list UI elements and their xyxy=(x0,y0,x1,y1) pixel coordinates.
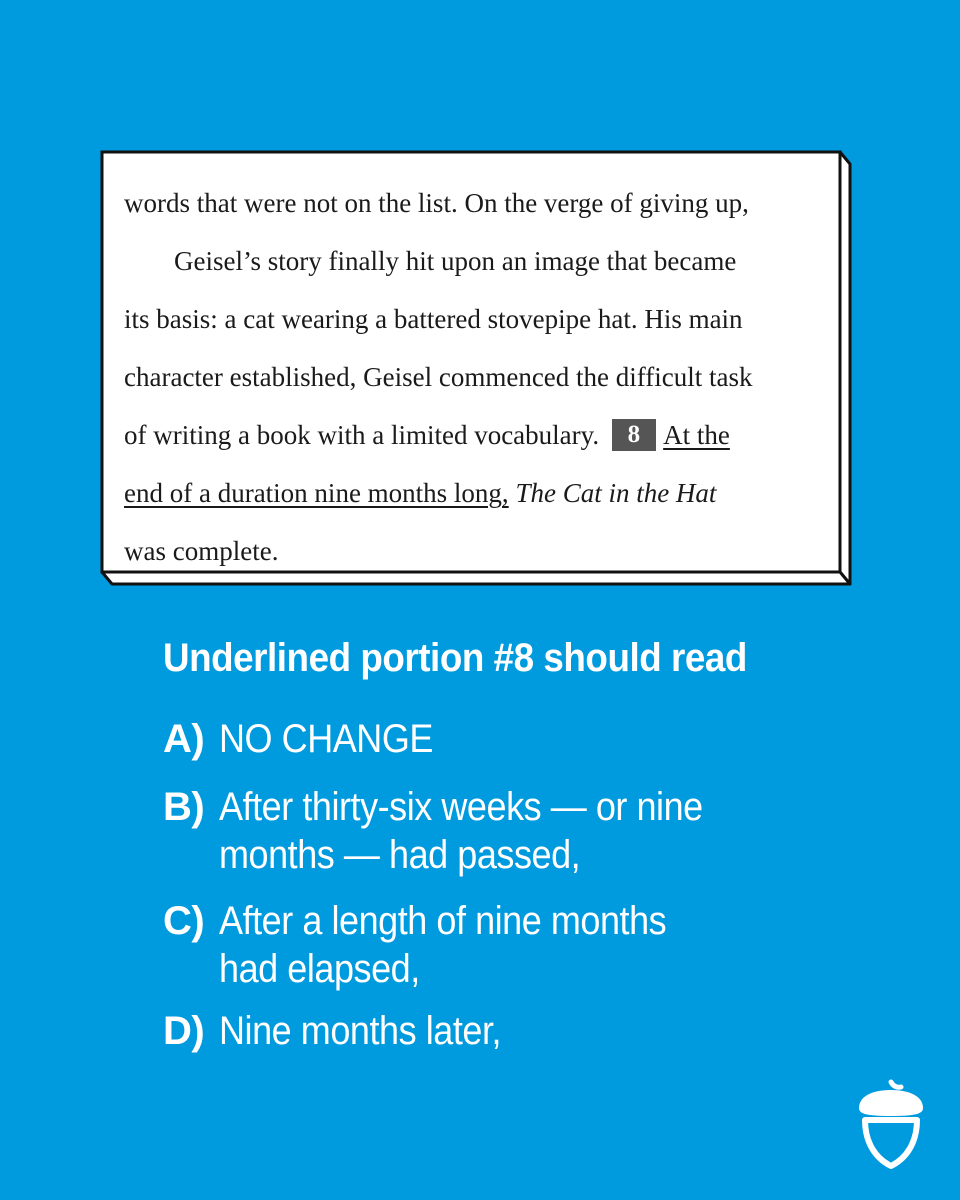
answer-option-d[interactable] xyxy=(163,1007,532,1055)
passage-line xyxy=(124,406,838,464)
option-letter: A) xyxy=(163,717,205,761)
option-text: Nine months later, xyxy=(219,1009,502,1053)
passage-line: Geisel’s story finally hit upon an image that became xyxy=(174,246,737,276)
option-text-continued: had elapsed, xyxy=(219,947,420,991)
passage-text xyxy=(102,152,838,572)
passage-line-text: of writing a book with a limited vocabulary. xyxy=(124,420,600,450)
question-prompt: Underlined portion #8 should read xyxy=(163,636,747,680)
answer-option-c[interactable] xyxy=(163,897,716,993)
option-letter: D) xyxy=(163,1009,205,1053)
option-text-continued: months — had passed, xyxy=(219,833,581,877)
answer-option-b[interactable] xyxy=(163,783,757,879)
passage-card xyxy=(100,150,852,588)
option-text: NO CHANGE xyxy=(219,717,433,761)
book-title: The Cat in the Hat xyxy=(515,478,717,508)
option-text: After a length of nine months xyxy=(219,899,667,943)
passage-line: character established, Geisel commenced the difficult task xyxy=(124,362,753,392)
passage-line xyxy=(124,464,838,522)
option-letter: C) xyxy=(163,899,205,943)
passage-line: its basis: a cat wearing a battered stovepipe hat. His main xyxy=(124,304,743,334)
passage-line: words that were not on the list. On the verge of giving up, xyxy=(124,188,749,218)
underlined-portion: At the xyxy=(663,420,730,450)
passage-line: was complete. xyxy=(124,536,279,566)
answer-option-a[interactable] xyxy=(163,715,457,763)
question-marker-badge: 8 xyxy=(612,419,656,451)
option-letter: B) xyxy=(163,785,205,829)
underlined-portion: end of a duration nine months long, xyxy=(124,478,509,508)
option-text: After thirty-six weeks — or nine xyxy=(219,785,703,829)
acorn-icon xyxy=(853,1078,929,1170)
